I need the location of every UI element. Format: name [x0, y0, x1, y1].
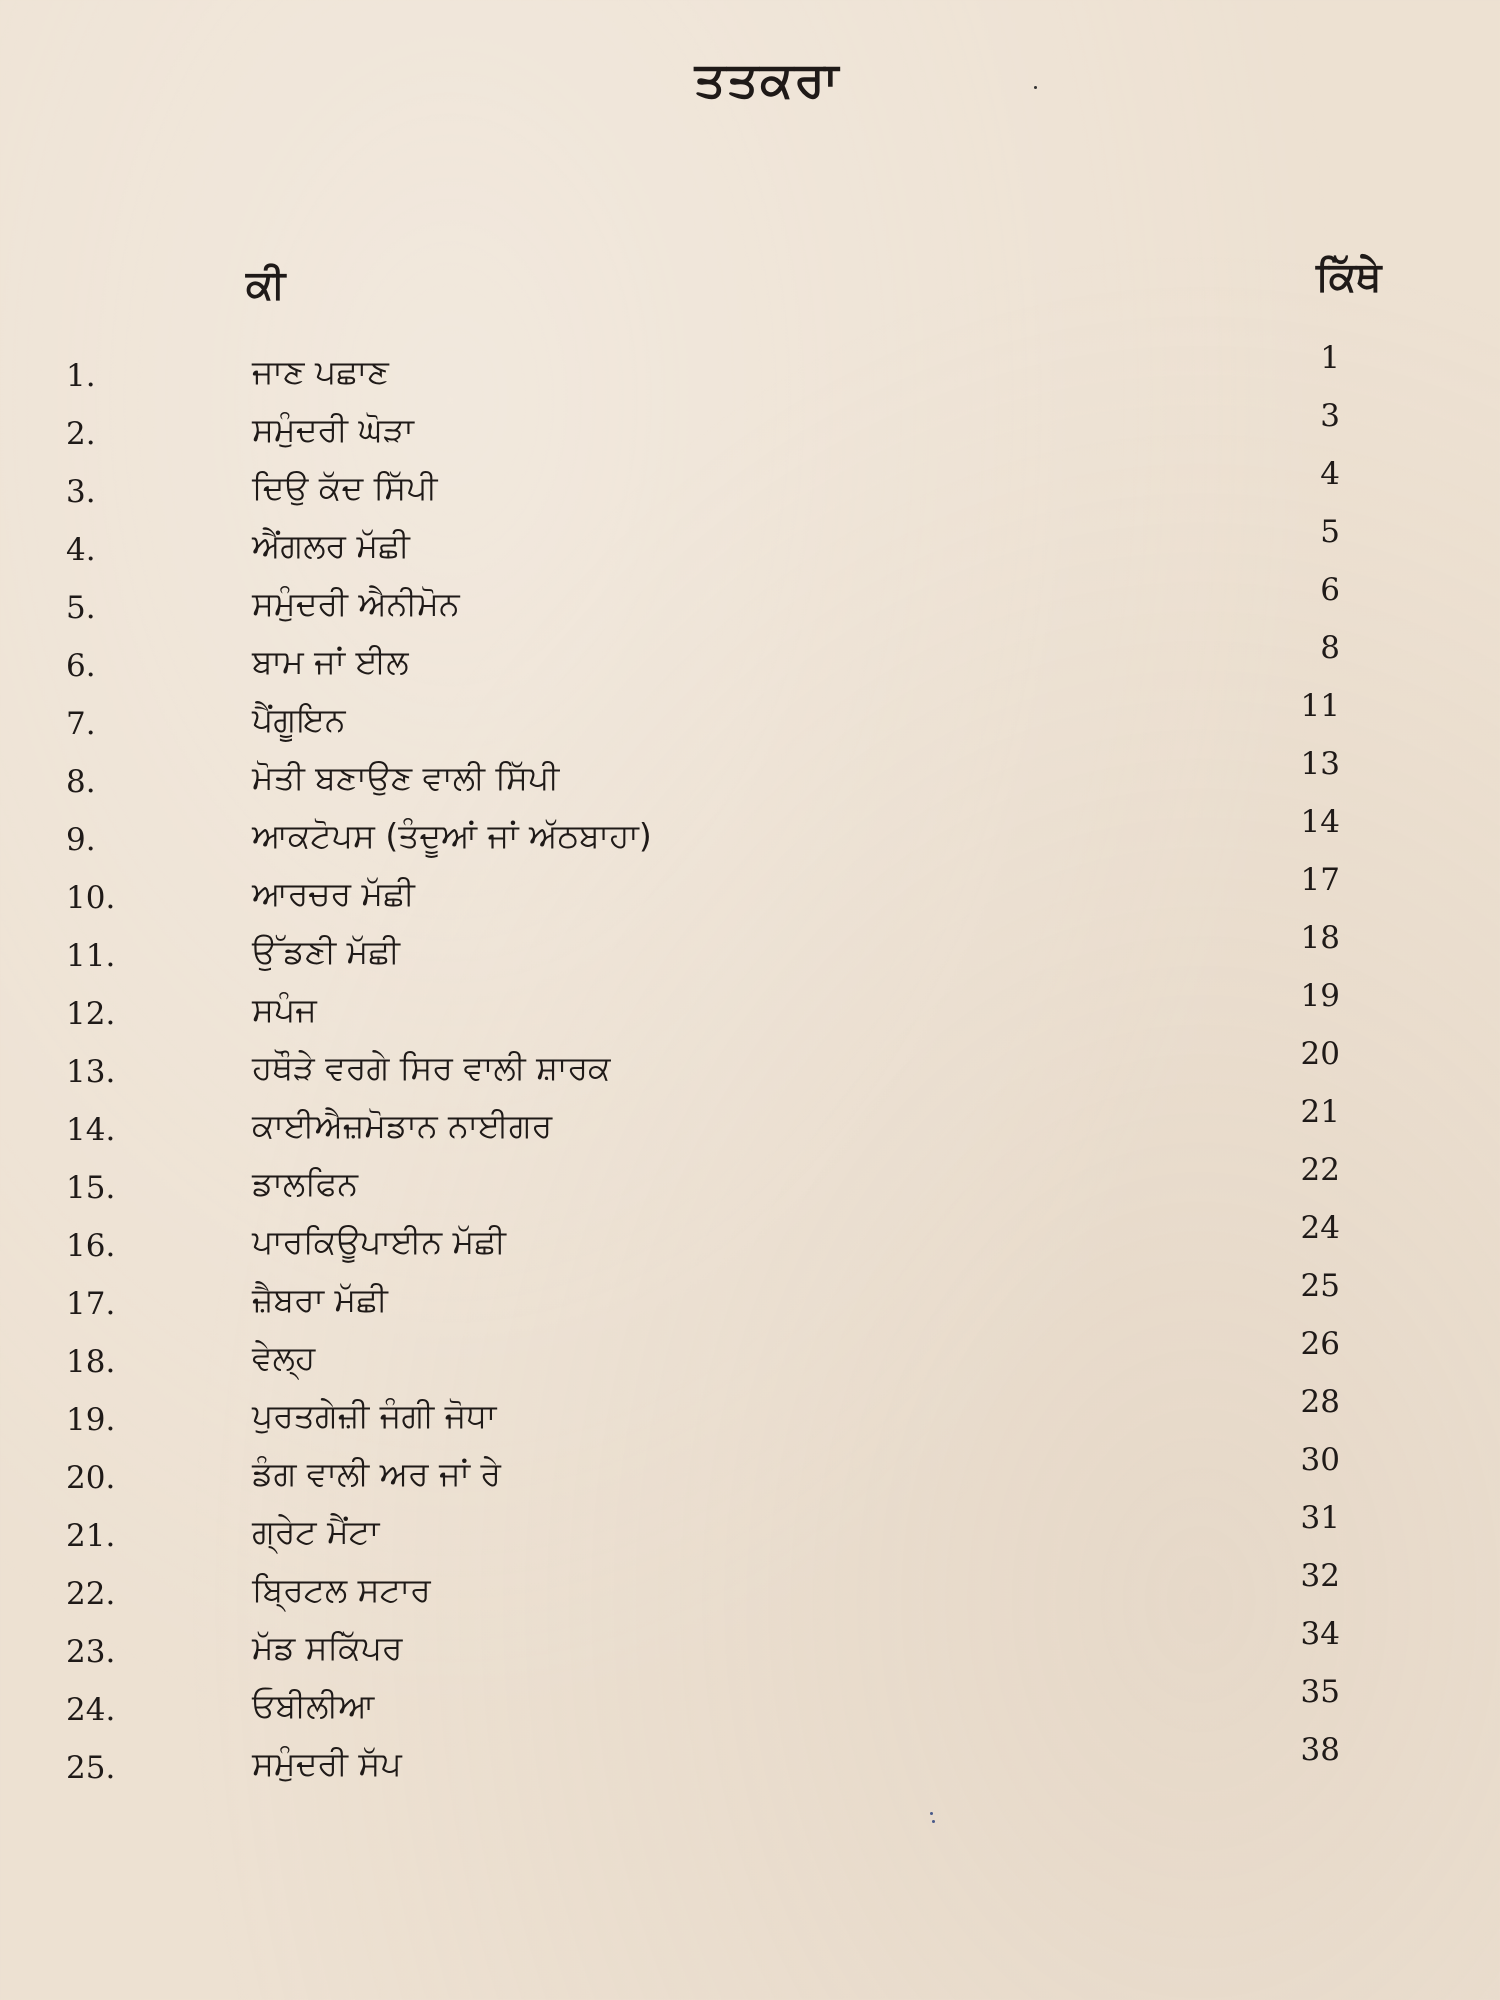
entry-page: 5: [1320, 514, 1340, 550]
toc-row: [0, 514, 1500, 584]
toc-row: [0, 1210, 1500, 1280]
toc-row: [0, 1732, 1500, 1802]
entry-title: ਸਪੰਜ: [252, 990, 317, 1029]
entry-number: 19.: [66, 1402, 116, 1438]
entry-title: ਓਬੀਲੀਆ: [252, 1686, 375, 1725]
entry-page: 18: [1300, 920, 1340, 956]
toc-row: [0, 978, 1500, 1048]
toc-row: [0, 1036, 1500, 1106]
entry-title: ਡਾਲਫਿਨ: [252, 1164, 358, 1203]
entry-page: 35: [1300, 1674, 1340, 1710]
entry-page: 30: [1300, 1442, 1340, 1478]
entry-title: ਜ਼ੈਬਰਾ ਮੱਛੀ: [252, 1280, 388, 1319]
entry-title: ਆਕਟੋਪਸ (ਤੰਦੂਆਂ ਜਾਂ ਅੱਠਬਾਹਾ): [252, 816, 652, 855]
entry-number: 2.: [66, 416, 96, 452]
entry-page: 25: [1300, 1268, 1340, 1304]
toc-row: [0, 1268, 1500, 1338]
entry-number: 12.: [66, 996, 116, 1032]
entry-number: 7.: [66, 706, 96, 742]
column-header-what: ਕੀ: [246, 262, 286, 308]
entry-number: 6.: [66, 648, 96, 684]
entry-number: 10.: [66, 880, 116, 916]
entry-title: ਮੱਡ ਸਕਿੱਪਰ: [252, 1628, 403, 1667]
entry-number: 21.: [66, 1518, 116, 1554]
entry-number: 14.: [66, 1112, 116, 1148]
toc-row: [0, 1094, 1500, 1164]
entry-title: ਹਥੌੜੇ ਵਰਗੇ ਸਿਰ ਵਾਲੀ ਸ਼ਾਰਕ: [252, 1048, 611, 1087]
entry-page: 4: [1320, 456, 1340, 492]
entry-page: 26: [1300, 1326, 1340, 1362]
toc-row: [0, 1616, 1500, 1686]
entry-title: ਮੋਤੀ ਬਣਾਉਣ ਵਾਲੀ ਸਿੱਪੀ: [252, 758, 560, 797]
entry-page: 1: [1320, 340, 1340, 376]
entry-number: 4.: [66, 532, 96, 568]
toc-row: [0, 340, 1500, 410]
entry-number: 11.: [66, 938, 116, 974]
toc-row: [0, 1674, 1500, 1744]
entry-page: 38: [1300, 1732, 1340, 1768]
entry-title: ਸਮੁੰਦਰੀ ਸੱਪ: [252, 1744, 402, 1783]
entry-page: 20: [1300, 1036, 1340, 1072]
entry-number: 13.: [66, 1054, 116, 1090]
entry-page: 19: [1300, 978, 1340, 1014]
entry-number: 8.: [66, 764, 96, 800]
toc-row: [0, 1326, 1500, 1396]
entry-page: 22: [1300, 1152, 1340, 1188]
entry-page: 13: [1300, 746, 1340, 782]
entry-number: 16.: [66, 1228, 116, 1264]
entry-title: ਬਾਮ ਜਾਂ ਈਲ: [252, 642, 409, 681]
toc-row: [0, 1500, 1500, 1570]
column-header-where: ਕਿੱਥੇ: [1316, 254, 1382, 300]
entry-number: 9.: [66, 822, 96, 858]
toc-row: [0, 456, 1500, 526]
toc-row: [0, 688, 1500, 758]
entry-title: ਵੇਲ੍ਹ: [252, 1338, 316, 1377]
entry-number: 23.: [66, 1634, 116, 1670]
entry-number: 25.: [66, 1750, 116, 1786]
entry-page: 11: [1300, 688, 1340, 724]
entry-title: ਉੱਡਣੀ ਮੱਛੀ: [252, 932, 400, 971]
toc-row: [0, 572, 1500, 642]
entry-number: 24.: [66, 1692, 116, 1728]
toc-row: [0, 398, 1500, 468]
toc-row: [0, 1152, 1500, 1222]
entry-title: ਗ੍ਰੇਟ ਮੈਂਟਾ: [252, 1512, 380, 1551]
ink-speck: [930, 1812, 933, 1815]
entry-number: 17.: [66, 1286, 116, 1322]
page-title: ਤਤਕਰਾ: [694, 52, 841, 108]
entry-page: 17: [1300, 862, 1340, 898]
toc-list: [0, 340, 1500, 1802]
entry-title: ਸਮੁੰਦਰੀ ਐਨੀਮੋਨ: [252, 584, 460, 623]
toc-row: [0, 1558, 1500, 1628]
entry-page: 8: [1320, 630, 1340, 666]
entry-number: 20.: [66, 1460, 116, 1496]
entry-number: 22.: [66, 1576, 116, 1612]
ink-speck: [932, 1820, 935, 1823]
entry-page: 14: [1300, 804, 1340, 840]
entry-page: 21: [1300, 1094, 1340, 1130]
entry-title: ਪੈਂਗੂਇਨ: [252, 700, 346, 739]
entry-page: 24: [1300, 1210, 1340, 1246]
toc-row: [0, 746, 1500, 816]
toc-row: [0, 862, 1500, 932]
entry-page: 32: [1300, 1558, 1340, 1594]
ink-speck: [1034, 86, 1037, 89]
entry-title: ਸਮੁੰਦਰੀ ਘੋੜਾ: [252, 410, 414, 449]
entry-title: ਡੰਗ ਵਾਲੀ ਅਰ ਜਾਂ ਰੇ: [252, 1454, 501, 1493]
entry-number: 18.: [66, 1344, 116, 1380]
entry-title: ਆਰਚਰ ਮੱਛੀ: [252, 874, 415, 913]
entry-title: ਕਾਈਐਜ਼ਮੋਡਾਨ ਨਾਈਗਰ: [252, 1106, 553, 1145]
entry-page: 34: [1300, 1616, 1340, 1652]
entry-title: ਪੁਰਤਗੇਜ਼ੀ ਜੰਗੀ ਜੋਧਾ: [252, 1396, 497, 1435]
entry-page: 28: [1300, 1384, 1340, 1420]
toc-row: [0, 630, 1500, 700]
entry-number: 1.: [66, 358, 96, 394]
entry-page: 31: [1300, 1500, 1340, 1536]
toc-row: [0, 1384, 1500, 1454]
toc-row: [0, 920, 1500, 990]
toc-row: [0, 804, 1500, 874]
entry-number: 15.: [66, 1170, 116, 1206]
entry-title: ਪਾਰਕਿਊਪਾਈਨ ਮੱਛੀ: [252, 1222, 506, 1261]
entry-title: ਐਂਗਲਰ ਮੱਛੀ: [252, 526, 410, 565]
entry-page: 3: [1320, 398, 1340, 434]
entry-number: 3.: [66, 474, 96, 510]
entry-page: 6: [1320, 572, 1340, 608]
toc-row: [0, 1442, 1500, 1512]
entry-title: ਦਿਉ ਕੱਦ ਸਿੱਪੀ: [252, 468, 438, 507]
entry-number: 5.: [66, 590, 96, 626]
entry-title: ਜਾਣ ਪਛਾਣ: [252, 352, 389, 391]
entry-title: ਬ੍ਰਿਟਲ ਸਟਾਰ: [252, 1570, 431, 1609]
